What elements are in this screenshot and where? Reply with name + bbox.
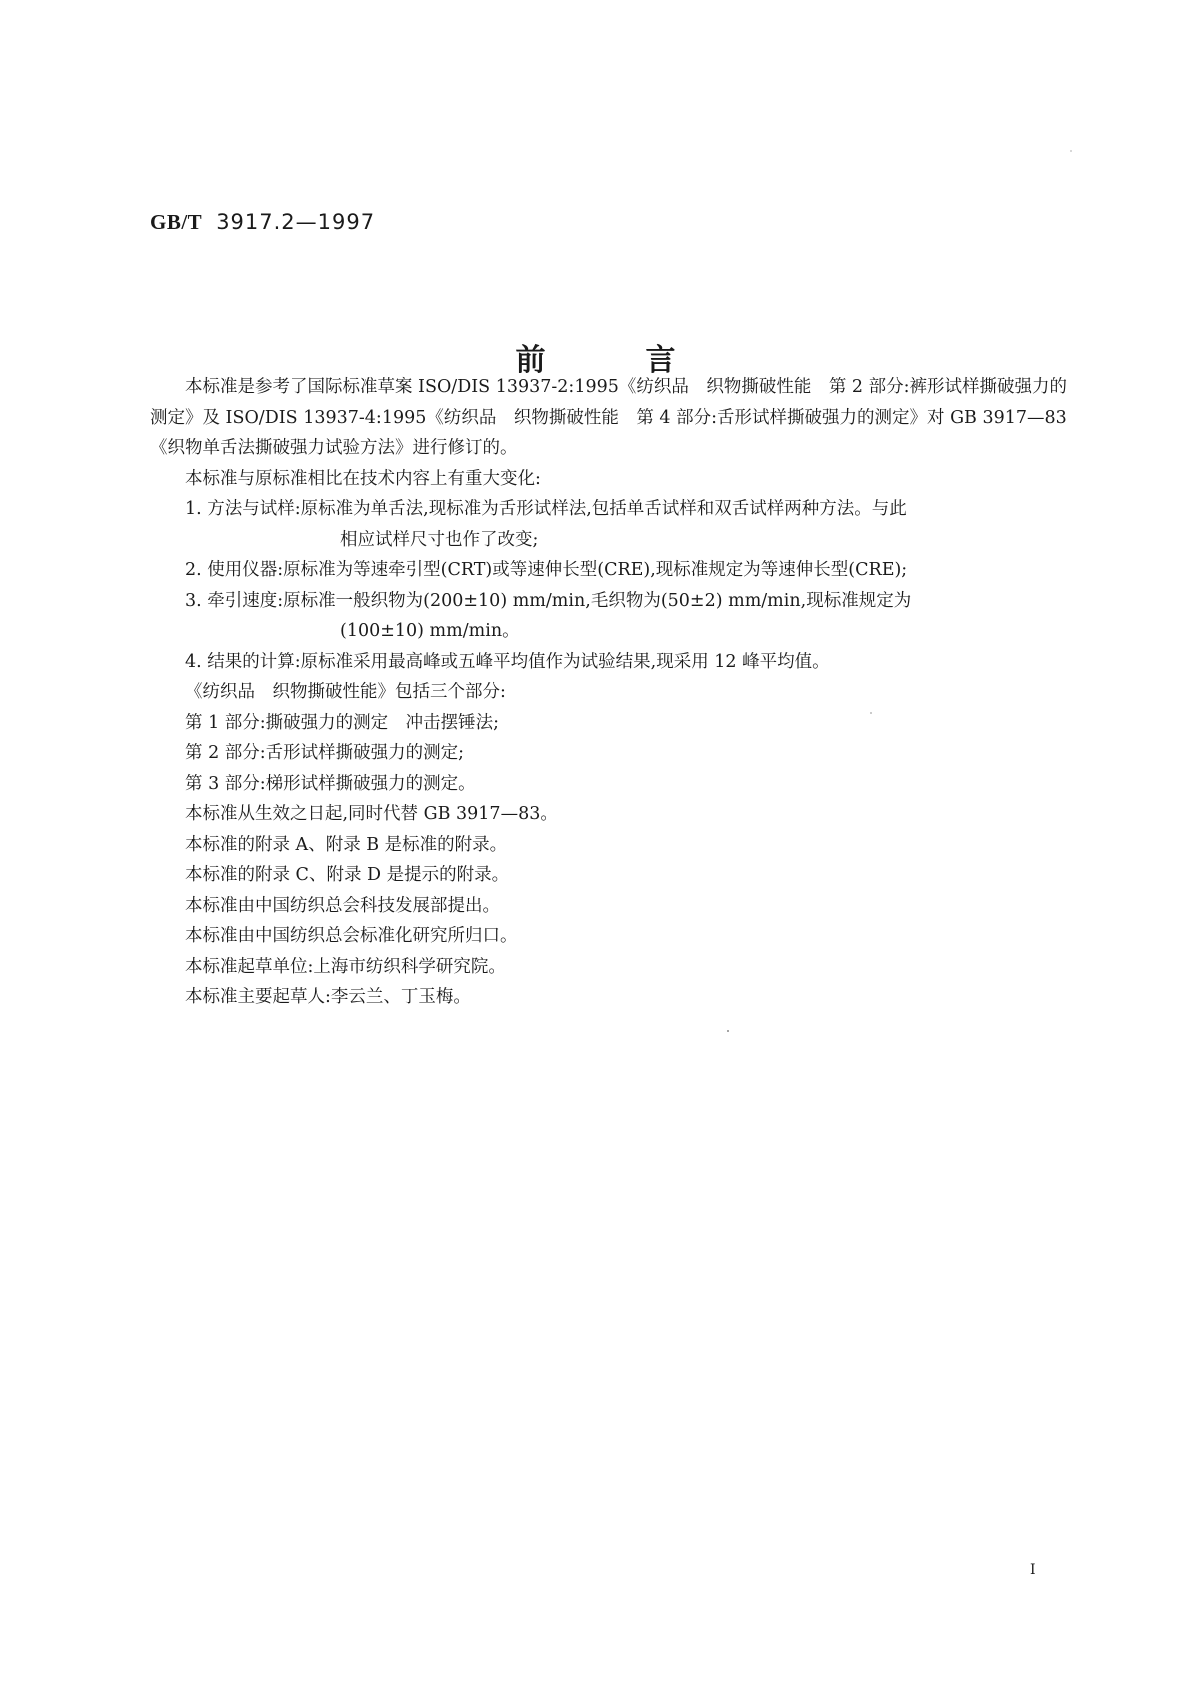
part-item-2: 第 2 部分:舌形试样撕破强力的测定;	[185, 743, 465, 763]
intro-paragraph: 本标准是参考了国际标准草案 ISO/DIS 13937-2:1995《纺织品 织物撕破性能 第 2 部分:裤形试样撕破强力的测定》及 ISO/DIS 13937-4:1995《纺织品 织物撕破性能 第 4 部分:舌形试样撕破强力的测定》对 GB 3917—83《织物单舌法撕破强力试验方法》进行修订的。	[150, 377, 1068, 458]
statement-normative-annex: 本标准的附录 A、附录 B 是标准的附录。	[185, 834, 508, 855]
foreword-body	[150, 372, 1080, 1013]
change-item-continuation: (100±10) mm/min。	[340, 621, 520, 641]
change-item-2	[150, 555, 1080, 586]
change-item-continuation: 相应试样尺寸也作了改变;	[340, 529, 539, 550]
statement-informative-annex: 本标准的附录 C、附录 D 是提示的附录。	[185, 865, 510, 885]
change-item-text: 1. 方法与试样:原标准为单舌法,现标准为舌形试样法,包括单舌试样和双舌试样两种方法。与此	[185, 499, 907, 519]
change-item-4	[150, 647, 1080, 678]
statement-drafters: 本标准主要起草人:李云兰、丁玉梅。	[185, 987, 471, 1007]
changes-heading: 本标准与原标准相比在技术内容上有重大变化:	[185, 468, 541, 489]
scan-speck	[1070, 150, 1072, 152]
statement-proposed-by: 本标准由中国纺织总会科技发展部提出。	[185, 895, 500, 916]
change-item-text: 4. 结果的计算:原标准采用最高峰或五峰平均值作为试验结果,现采用 12 峰平均值。	[185, 651, 830, 672]
part-item-3: 第 3 部分:梯形试样撕破强力的测定。	[185, 773, 476, 794]
scan-speck	[870, 712, 872, 714]
change-item-1	[150, 494, 1080, 555]
statement-managed-by: 本标准由中国纺织总会标准化研究所归口。	[185, 926, 518, 946]
standard-code: 3917.2—1997	[216, 210, 376, 234]
standard-number	[150, 210, 375, 235]
change-item-3	[150, 586, 1080, 647]
statement-drafting-unit: 本标准起草单位:上海市纺织科学研究院。	[185, 956, 506, 977]
change-item-text: 3. 牵引速度:原标准一般织物为(200±10) mm/min,毛织物为(50±2) mm/min,现标准规定为	[185, 590, 912, 611]
scan-speck	[727, 1030, 729, 1032]
statement-replaces: 本标准从生效之日起,同时代替 GB 3917—83。	[185, 804, 558, 824]
parts-heading: 《纺织品 织物撕破性能》包括三个部分:	[185, 682, 506, 702]
page-number: I	[1030, 1562, 1036, 1578]
title-char-1: 前	[515, 343, 546, 378]
part-item-1: 第 1 部分:撕破强力的测定 冲击摆锤法;	[185, 712, 500, 733]
standard-prefix: GB/T	[150, 210, 203, 234]
title-char-2: 言	[645, 343, 676, 378]
change-item-text: 2. 使用仪器:原标准为等速牵引型(CRT)或等速伸长型(CRE),现标准规定为等速伸长型(CRE);	[185, 560, 908, 580]
